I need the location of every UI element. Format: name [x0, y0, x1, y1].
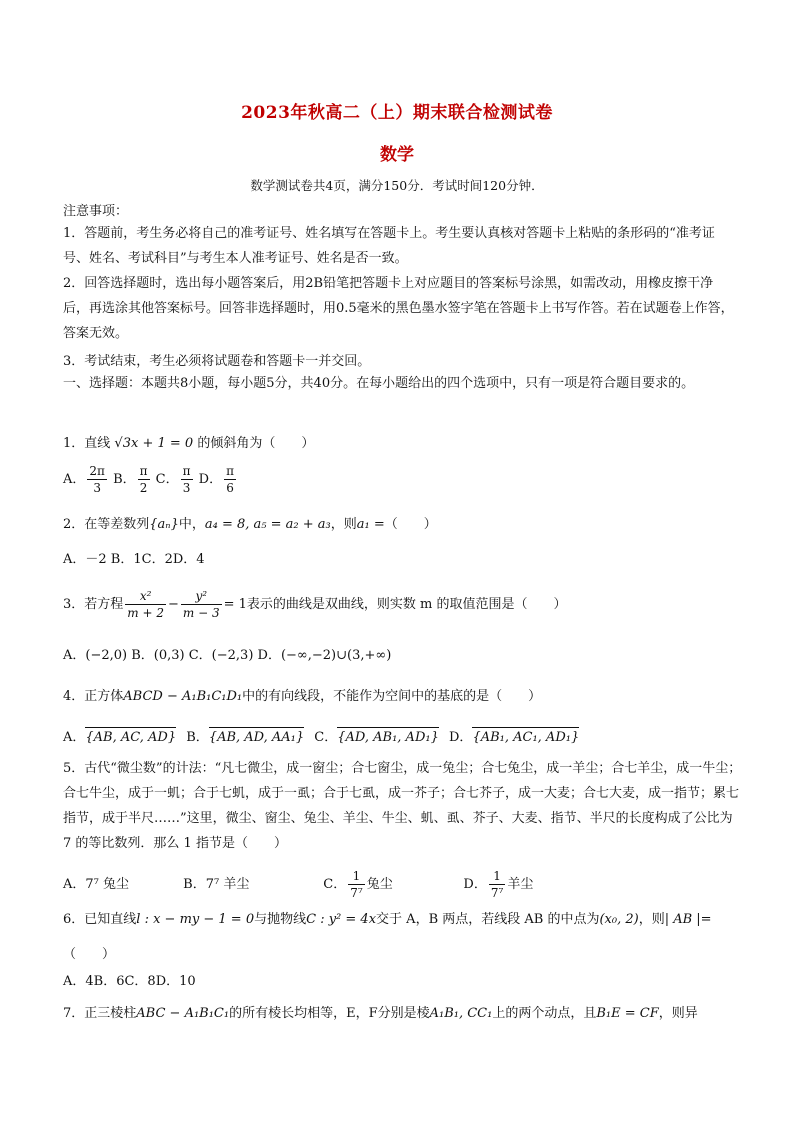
q1-b-num: π [139, 464, 148, 478]
q5-d-fraction [489, 868, 505, 901]
q6-stem-d: ，则 [638, 912, 665, 927]
q4-option-d [449, 726, 579, 745]
q4-option-b [186, 726, 304, 745]
q6-midpoint: (x₀, 2) [599, 912, 639, 927]
q1-option-a-fraction [87, 463, 107, 496]
question-4-options [63, 726, 753, 745]
q5-b-value: 7⁷ 羊尘 [205, 877, 250, 892]
q3-minus: − [167, 597, 179, 612]
section-heading: 一、选择题：本题共8小题，每小题5分，共40分。在每小题给出的四个选项中，只有一项是符合题目要求的。 [63, 376, 695, 391]
q6-line: l : x − my − 1 = 0 [136, 912, 255, 927]
q1-a-num: 2π [89, 464, 105, 478]
subject-title: 数学 [380, 145, 414, 165]
q1-option-c-fraction [181, 463, 193, 496]
q7-solid: ABC − A₁B₁C₁ [136, 1006, 230, 1021]
question-4-stem [63, 685, 753, 704]
q1-c-num: π [182, 464, 191, 478]
notice-item-2: 2．回答选择题时，选出每小题答案后，用2B铅笔把答题卡上对应题目的答案标号涂黑，如需改动，用橡皮擦干净后，再选涂其他答案标号。回答非选择题时，用0.5毫米的黑色墨水签字笔在答题卡上书写作答。若在试题卷上作答，答案无效。 [63, 276, 734, 341]
q7-stem-c: 上的两个动点，且 [492, 1006, 597, 1021]
q5-c-num: 1 [348, 868, 364, 885]
q1-option-b-label: B． [113, 472, 136, 487]
q1-option-c-label: C． [155, 472, 179, 487]
q4-c-set: {AD, AB₁, AD₁} [337, 730, 439, 745]
question-6-options: A．4B．6C．8D．10 [63, 974, 196, 989]
q3-f1-num: x² [125, 588, 166, 605]
question-1-options [63, 463, 753, 496]
q7-condition: B₁E = CF [596, 1006, 659, 1021]
q5-a-value: 7⁷ 兔尘 [85, 877, 130, 892]
q4-option-c [314, 726, 439, 745]
q4-solid: ABCD − A₁B₁C₁D₁ [123, 689, 243, 704]
q7-stem-b: 的所有棱长均相等，E，F分别是棱 [229, 1006, 430, 1021]
q1-option-a-label: A． [63, 472, 86, 487]
q4-a-set: {AB, AC, AD} [85, 730, 177, 745]
q5-option-b [183, 873, 313, 892]
q1-suffix: 的倾斜角为（ ） [197, 436, 315, 451]
q4-stem-a: 4．正方体 [63, 689, 124, 704]
notice-item-1: 1．答题前，考生务必将自己的准考证号、姓名填写在答题卡上。考生要认真核对答题卡上粘贴的条形码的“准考证号、姓名、考试科目”与考生本人准考证号、姓名是否一致。 [63, 226, 715, 266]
q2-stem-b: 中， [178, 517, 205, 532]
q5-d-num: 1 [489, 868, 505, 885]
q7-stem-d: ，则异 [658, 1006, 698, 1021]
q5-d-unit: 羊尘 [507, 877, 534, 892]
q4-stem-b: 中的有向线段，不能作为空间中的基底的是（ ） [242, 689, 542, 704]
q5-c-den: 7⁷ [350, 886, 363, 900]
q4-c-label: C． [314, 730, 338, 745]
q4-option-a [63, 726, 176, 745]
q6-stem-a: 6．已知直线 [63, 912, 137, 927]
q6-target: | AB |= [664, 912, 712, 927]
question-7-stem [63, 1002, 753, 1021]
q5-c-label: C． [323, 877, 347, 892]
notice-heading: 注意事项： [63, 204, 129, 219]
q5-c-unit: 兔尘 [366, 877, 393, 892]
q5-option-d [463, 868, 533, 901]
notice-item-3: 3．考试结束，考生必须将试题卷和答题卡一并交回。 [63, 354, 371, 369]
q1-expression: √3x + 1 = 0 [114, 436, 194, 451]
q3-stem-b: 表示的曲线是双曲线，则实数 m 的取值范围是（ ） [246, 597, 567, 612]
question-2-stem [63, 513, 753, 532]
q4-a-label: A． [63, 730, 86, 745]
q5-c-fraction [348, 868, 364, 901]
q1-option-d-label: D． [198, 472, 223, 487]
q1-prefix: 1．直线 [63, 436, 111, 451]
question-2-options: A．－2 B．1C．2D．4 [63, 552, 205, 567]
q1-a-den: 3 [93, 481, 101, 495]
q6-stem-c: 交于 A，B 两点，若线段 AB 的中点为 [376, 912, 600, 927]
q4-d-label: D． [449, 730, 473, 745]
q2-condition: a₄ = 8, a₅ = a₂ + a₃ [204, 517, 331, 532]
q3-fraction-1 [125, 588, 166, 621]
q5-option-a [63, 873, 173, 892]
exam-title: 2023年秋高二（上）期末联合检测试卷 [241, 103, 553, 123]
q6-parabola: C : y² = 4x [306, 912, 377, 927]
exam-intro: 数学测试卷共4页，满分150分．考试时间120分钟． [250, 178, 544, 193]
q1-d-num: π [226, 464, 234, 478]
question-5-options [63, 868, 753, 901]
question-5-stem: 5．古代“微尘数”的计法：“凡七微尘，成一窗尘；合七窗尘，成一兔尘；合七兔尘，成一羊尘；合七羊尘，成一牛尘；合七牛尘，成于一虮；合于七虮，成于一虱；合于七虱，成一芥子；合七芥子，成一大麦；合七大麦，成一指节；累七指节，成于半尺……”这里，微尘、窗尘、兔尘、羊尘、牛尘、虮、虱、芥子、大麦、指节、半尺的长度构成了公比为 7 的等比数列．那么 1 指节是（ ） [63, 761, 742, 851]
q5-option-c [323, 868, 453, 901]
question-3-options: A．(−2,0) B．(0,3) C．(−2,3) D．(−∞,−2)∪(3,+∞) [63, 648, 392, 663]
q3-f1-den: m + 2 [127, 606, 164, 620]
q5-a-label: A． [63, 877, 86, 892]
question-6-stem [63, 908, 753, 927]
q1-option-b-fraction [138, 463, 150, 496]
q1-d-den: 6 [226, 481, 234, 495]
q4-b-set: {AB, AD, AA₁} [208, 730, 305, 745]
q5-d-den: 7⁷ [490, 886, 504, 900]
question-6-paren: （ ） [63, 947, 116, 962]
q3-stem-a: 3．若方程 [63, 597, 124, 612]
q7-edges: A₁B₁, CC₁ [429, 1006, 493, 1021]
q2-stem-d: （ ） [384, 517, 437, 532]
q6-stem-b: 与抛物线 [254, 912, 307, 927]
q2-sequence: {aₙ} [149, 517, 179, 532]
q4-b-label: B． [186, 730, 209, 745]
q3-equals: = 1 [223, 597, 247, 612]
q5-b-label: B． [183, 877, 206, 892]
q2-target: a₁ = [356, 517, 385, 532]
q2-stem-c: ，则 [330, 517, 357, 532]
q4-d-set: {AB₁, AC₁, AD₁} [472, 730, 580, 745]
q2-stem-a: 2．在等差数列 [63, 517, 150, 532]
question-1-stem [63, 432, 753, 451]
q1-option-d-fraction [224, 463, 236, 496]
question-3-stem [63, 588, 753, 621]
q1-c-den: 3 [182, 481, 191, 495]
q3-f2-den: m − 3 [182, 606, 220, 620]
q3-fraction-2 [181, 588, 222, 621]
q5-d-label: D． [463, 877, 487, 892]
q3-f2-num: y² [181, 588, 222, 605]
q1-b-den: 2 [139, 481, 148, 495]
q7-stem-a: 7．正三棱柱 [63, 1006, 137, 1021]
